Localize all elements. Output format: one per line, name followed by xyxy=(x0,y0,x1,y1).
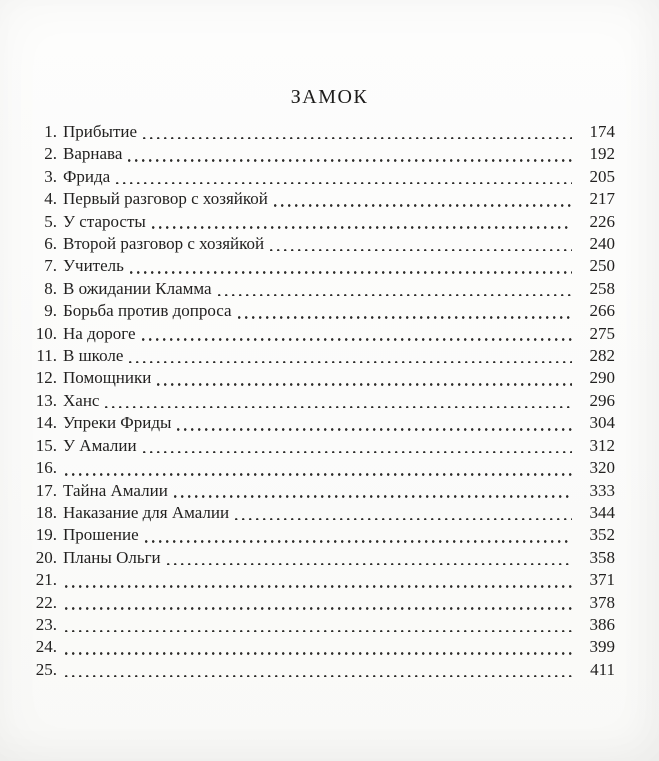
chapter-number: 5. xyxy=(44,211,57,231)
dot-leader xyxy=(274,188,572,210)
page-number: 358 xyxy=(589,547,615,567)
dot-leader xyxy=(65,457,572,479)
toc-entry xyxy=(31,188,615,210)
page-number: 411 xyxy=(590,659,615,679)
toc-entry xyxy=(31,659,615,681)
toc-entry xyxy=(31,636,615,658)
chapter-number: 18. xyxy=(35,502,57,522)
chapter-number: 20. xyxy=(35,547,57,567)
chapter-title: У старосты xyxy=(63,211,146,231)
dot-leader xyxy=(105,390,572,412)
toc-entry xyxy=(31,569,615,591)
page-number: 386 xyxy=(589,614,615,634)
chapter-title: Ханс xyxy=(63,390,100,410)
page-number: 250 xyxy=(589,256,615,276)
chapter-number: 11. xyxy=(36,346,57,366)
toc-entry xyxy=(31,480,615,502)
toc-entry xyxy=(31,278,615,300)
page-number: 304 xyxy=(589,413,615,433)
dot-leader xyxy=(65,614,572,636)
chapter-title: Упреки Фриды xyxy=(63,413,172,433)
chapter-title: В школе xyxy=(63,346,124,366)
dot-leader xyxy=(177,412,572,434)
page-number: 258 xyxy=(589,278,615,298)
chapter-number: 12. xyxy=(35,368,57,388)
dot-leader xyxy=(128,143,572,165)
chapter-number: 19. xyxy=(35,525,57,545)
chapter-title: Фрида xyxy=(63,166,111,186)
page-number: 205 xyxy=(589,166,615,186)
toc-entry xyxy=(31,255,615,277)
page-number: 344 xyxy=(589,502,615,522)
page-number: 320 xyxy=(589,458,615,478)
dot-leader xyxy=(142,323,572,345)
toc-entry xyxy=(31,614,615,636)
dot-leader xyxy=(167,547,572,569)
chapter-number: 2. xyxy=(44,144,57,164)
dot-leader xyxy=(238,300,572,322)
chapter-number: 25. xyxy=(35,659,57,679)
toc-entry xyxy=(31,300,615,322)
chapter-number: 22. xyxy=(35,592,57,612)
chapter-number: 4. xyxy=(44,189,57,209)
page-number: 240 xyxy=(589,234,615,254)
chapter-number: 23. xyxy=(35,614,57,634)
page-number: 174 xyxy=(589,122,615,141)
chapter-title: Помощники xyxy=(63,368,152,388)
toc-entry xyxy=(31,435,615,457)
page-number: 352 xyxy=(589,525,615,545)
book-title: ЗАМОК xyxy=(290,86,369,108)
dot-leader xyxy=(145,524,572,546)
toc-entry xyxy=(31,547,615,569)
chapter-number: 16. xyxy=(35,458,57,478)
page-number: 290 xyxy=(589,368,615,388)
chapter-number: 8. xyxy=(44,278,57,298)
chapter-number: 9. xyxy=(44,301,57,321)
dot-leader xyxy=(270,233,572,255)
toc-entry xyxy=(31,233,615,255)
toc-entry xyxy=(31,166,615,188)
page-number: 192 xyxy=(589,144,615,164)
toc-entry xyxy=(31,143,615,165)
chapter-number: 14. xyxy=(35,413,57,433)
dot-leader xyxy=(130,255,572,277)
chapter-number: 10. xyxy=(35,323,57,343)
chapter-number: 3. xyxy=(44,166,57,186)
chapter-title: Прошение xyxy=(63,525,139,545)
dot-leader xyxy=(129,345,572,367)
chapter-number: 13. xyxy=(35,390,57,410)
chapter-title: Тайна Амалии xyxy=(63,480,168,500)
chapter-title: В ожидании Кламма xyxy=(63,278,212,298)
page-number: 296 xyxy=(589,390,615,410)
chapter-number: 7. xyxy=(44,256,57,276)
page-number: 217 xyxy=(589,189,615,209)
chapter-title: На дороге xyxy=(63,323,136,343)
page-number: 226 xyxy=(589,211,615,231)
page-number: 371 xyxy=(589,570,615,590)
toc-entry xyxy=(31,592,615,614)
dot-leader xyxy=(152,211,572,233)
toc-entry xyxy=(31,211,615,233)
dot-leader xyxy=(143,121,572,143)
toc-entry xyxy=(31,345,615,367)
dot-leader xyxy=(116,166,572,188)
toc-entry xyxy=(31,412,615,434)
page-number: 312 xyxy=(589,435,615,455)
page-number: 266 xyxy=(589,301,615,321)
chapter-title: У Амалии xyxy=(63,435,137,455)
dot-leader xyxy=(65,636,572,658)
chapter-title: Борьба против допроса xyxy=(63,301,232,321)
chapter-number: 1. xyxy=(44,122,57,141)
chapter-title: Первый разговор с хозяйкой xyxy=(63,189,268,209)
dot-leader xyxy=(157,367,572,389)
toc-list xyxy=(0,121,659,681)
dot-leader xyxy=(174,480,572,502)
chapter-title: Варнава xyxy=(63,144,123,164)
toc-entry xyxy=(31,121,615,143)
chapter-number: 17. xyxy=(35,480,57,500)
page-number: 378 xyxy=(589,592,615,612)
toc-entry xyxy=(31,524,615,546)
chapter-number: 21. xyxy=(35,570,57,590)
dot-leader xyxy=(235,502,572,524)
toc-entry xyxy=(31,390,615,412)
dot-leader xyxy=(218,278,572,300)
page-number: 275 xyxy=(589,323,615,343)
toc-entry xyxy=(31,367,615,389)
dot-leader xyxy=(65,659,572,681)
page-number: 333 xyxy=(589,480,615,500)
chapter-title: Второй разговор с хозяйкой xyxy=(63,234,265,254)
dot-leader xyxy=(143,435,572,457)
toc-entry xyxy=(31,457,615,479)
dot-leader xyxy=(65,592,572,614)
chapter-number: 15. xyxy=(35,435,57,455)
chapter-title: Прибытие xyxy=(63,122,138,141)
toc-entry xyxy=(31,323,615,345)
chapter-number: 6. xyxy=(44,234,57,254)
chapter-title: Планы Ольги xyxy=(63,547,161,567)
chapter-number: 24. xyxy=(35,637,57,657)
chapter-title: Учитель xyxy=(63,256,124,276)
page-number: 282 xyxy=(589,346,615,366)
chapter-title: Наказание для Амалии xyxy=(63,502,230,522)
page-number: 399 xyxy=(589,637,615,657)
toc-entry xyxy=(31,502,615,524)
dot-leader xyxy=(65,569,572,591)
